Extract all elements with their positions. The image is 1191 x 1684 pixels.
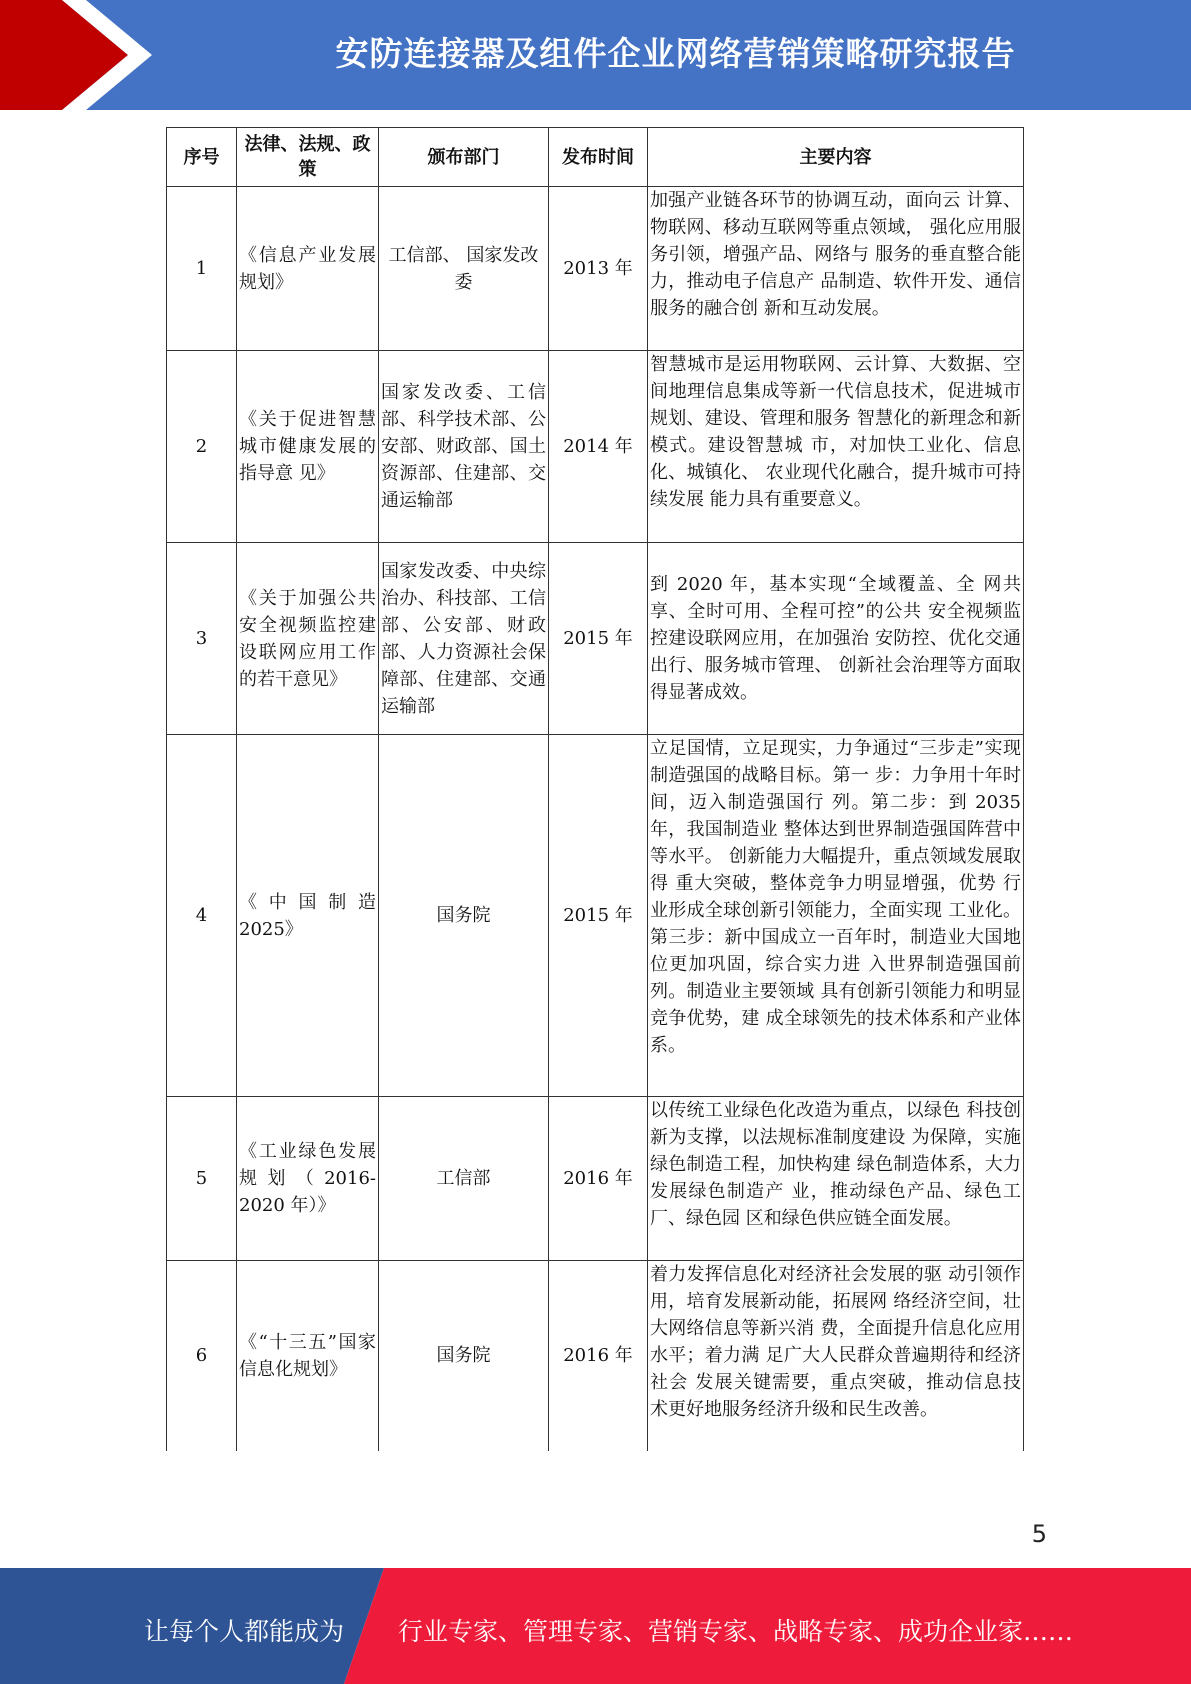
row-law: 《关于促进智慧城市健康发展的指导意 见》 [237,351,379,543]
column-header-date: 发布时间 [549,128,648,187]
column-header-dept: 颁布部门 [379,128,549,187]
policy-table [166,127,1024,1451]
table-row [167,1261,1024,1451]
row-date: 2013 年 [549,187,648,351]
row-no: 4 [167,735,237,1097]
column-header-content: 主要内容 [648,128,1024,187]
report-title: 安防连接器及组件企业网络营销策略研究报告 [335,34,1016,73]
row-dept: 工信部、 国家发改委 [379,187,549,351]
row-no: 2 [167,351,237,543]
row-content: 智慧城市是运用物联网、云计算、大数据、空间地理信息集成等新一代信息技术，促进城市规划、建设、管理和服务 智慧化的新理念和新模式。建设智慧城 市，对加快工业化、信息化、城镇化、 农业现代化融合，提升城市可持续发展 能力具有重要意义。 [648,351,1024,543]
table-row [167,543,1024,735]
row-dept: 工信部 [379,1097,549,1261]
row-no: 6 [167,1261,237,1451]
report-header [0,0,1191,110]
report-footer [0,1568,1191,1684]
row-content: 到 2020 年，基本实现“全域覆盖、全 网共享、全时可用、全程可控”的公共 安全视频监控建设联网应用，在加强治 安防控、优化交通出行、服务城市管理、 创新社会治理等方面取得显著成效。 [648,543,1024,735]
row-law: 《信息产业发展规划》 [237,187,379,351]
row-content: 以传统工业绿色化改造为重点，以绿色 科技创新为支撑，以法规标准制度建设 为保障，实施绿色制造工程，加快构建 绿色制造体系，大力发展绿色制造产 业，推动绿色产品、绿色工厂、绿色园 区和绿色供应链全面发展。 [648,1097,1024,1261]
row-date: 2014 年 [549,351,648,543]
row-content: 立足国情，立足现实，力争通过“三步走”实现制造强国的战略目标。第一 步：力争用十年时间，迈入制造强国行 列。第二步：到 2035 年，我国制造业 整体达到世界制造强国阵营中等水平。 创新能力大幅提升，重点领域发展取得 重大突破，整体竞争力明显增强，优势 行业形成全球创新引领能力，全面实现 工业化。第三步：新中国成立一百年时，制造业大国地位更加巩固，综合实力进 入世界制造强国前列。制造业主要领域 具有创新引领能力和明显竞争优势，建 成全球领先的技术体系和产业体系。 [648,735,1024,1097]
table-header-row [167,128,1024,187]
row-date: 2015 年 [549,735,648,1097]
row-dept: 国家发改委、中央综治办、科技部、工信部、公安部、财政部、人力资源社会保障部、住建部、交通运输部 [379,543,549,735]
row-date: 2016 年 [549,1261,648,1451]
row-content: 着力发挥信息化对经济社会发展的驱 动引领作用，培育发展新动能，拓展网 络经济空间，壮大网络信息等新兴消 费，全面提升信息化应用水平；着力满 足广大人民群众普遍期待和经济社会 发展关键需要，重点突破，推动信息技 术更好地服务经济升级和民生改善。 [648,1261,1024,1451]
row-content: 加强产业链各环节的协调互动，面向云 计算、物联网、移动互联网等重点领域， 强化应用服务引领，增强产品、网络与 服务的垂直整合能力，推动电子信息产 品制造、软件开发、通信服务的融合创 新和互动发展。 [648,187,1024,351]
row-law: 《“十三五”国家信息化规划》 [237,1261,379,1451]
row-law: 《关于加强公共安全视频监控建设联网应用工作的若干意见》 [237,543,379,735]
table-row [167,187,1024,351]
footer-slogan-left: 让每个人都能成为 [144,1617,345,1646]
row-date: 2016 年 [549,1097,648,1261]
row-dept: 国家发改委、工信部、科学技术部、公安部、财政部、国土资源部、住建部、交通运输部 [379,351,549,543]
column-header-law: 法律、法规、政策 [237,128,379,187]
table-row [167,1097,1024,1261]
row-dept: 国务院 [379,1261,549,1451]
table-row [167,351,1024,543]
page-number: 5 [1031,1520,1047,1548]
row-law: 《中国制造 2025》 [237,735,379,1097]
footer-slogan-right: 行业专家、管理专家、营销专家、战略专家、成功企业家…… [398,1617,1074,1646]
column-header-no: 序号 [167,128,237,187]
table-row [167,735,1024,1097]
row-dept: 国务院 [379,735,549,1097]
row-no: 5 [167,1097,237,1261]
row-no: 1 [167,187,237,351]
row-law: 《工业绿色发展规划（2016-2020 年）》 [237,1097,379,1261]
row-date: 2015 年 [549,543,648,735]
row-no: 3 [167,543,237,735]
